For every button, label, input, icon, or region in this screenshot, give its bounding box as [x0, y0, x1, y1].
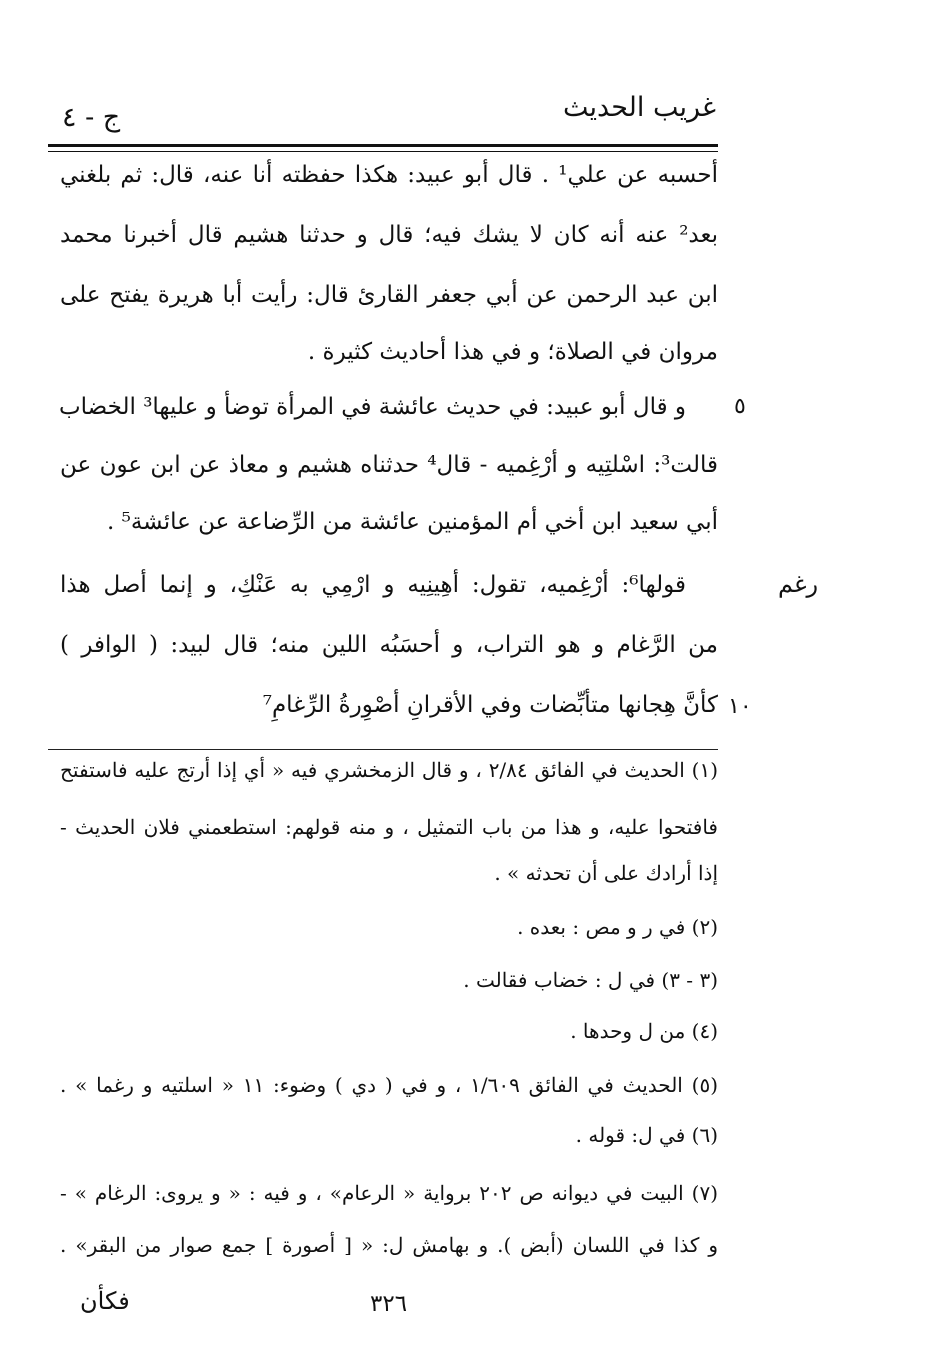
catchword: فكأن: [80, 1287, 130, 1315]
body-line: ابن عبد الرحمن عن أبي جعفر القارئ قال: رأيت أبا هريرة يفتح على: [60, 282, 718, 308]
body-line: أبي سعيد ابن أخي أم المؤمنين عائشة من الرِّضاعة عن عائشة⁵ .: [106, 509, 718, 535]
footnote-line: (٤) من ل وحدها .: [570, 1019, 718, 1043]
page-number: ٣٢٦: [370, 1291, 408, 1317]
footnote-line: (٧) البيت في ديوانه ص ٢٠٢ برواية « الرعام» ، و فيه : « و يروى: الرغام » -: [60, 1181, 718, 1205]
footnote-line: (٥) الحديث في الفائق ١/٦٠٩ ، و في ( دي ) وضوء: ١١ « اسلتيه و رغما » .: [60, 1073, 718, 1097]
footnote-line: إذا أرادك على أن تحدثه » .: [494, 861, 718, 885]
line-number-5: ٥: [734, 394, 746, 419]
header-rule-thin: [48, 151, 718, 152]
footnote-divider: [48, 749, 718, 750]
footnote-line: (٣ - ٣) في ل : خضاب فقالت .: [463, 968, 718, 992]
body-line: و قال أبو عبيد: في حديث عائشة في المرأة توضأ و عليها³ الخضاب: [59, 394, 686, 420]
footnote-line: (٦) في ل: قوله .: [575, 1123, 718, 1147]
footnote-line: فافتحوا عليه، و هذا من باب التمثيل ، و منه قولهم: استطعمني فلان الحديث -: [60, 815, 718, 839]
body-line: أحسبه عن علي¹ . قال أبو عبيد: هكذا حفظته أنا عنه، قال: ثم بلغني: [60, 162, 718, 188]
header-rule-thick: [48, 144, 718, 147]
body-line: بعد² عنه أنه كان لا يشك فيه؛ قال و حدثنا هشيم قال أخبرنا محمد: [60, 222, 718, 248]
running-title: غريب الحديث: [563, 92, 716, 123]
line-number-10: ١٠: [728, 694, 752, 719]
volume-label: ج - ٤: [62, 102, 121, 133]
margin-keyword: رغم: [778, 570, 819, 598]
footnote-line: (١) الحديث في الفائق ٢/٨٤ ، و قال الزمخشري فيه « أي إذا أرتج عليه فاستفتح: [60, 758, 718, 782]
body-line: من الرَّغام و هو التراب، و أحسَبُه اللين منه؛ قال لبيد: ( الوافر ): [60, 632, 718, 658]
body-line: قولها⁶: أرْغِميه، تقول: أهِينِيه و ارْمِي به عَنْكِ، و إنما أصل هذا: [60, 572, 686, 598]
body-line: مروان في الصلاة؛ و في هذا أحاديث كثيرة .: [307, 339, 718, 365]
verse-line: كأنَّ هِجانها متأبِّضات وفي الأقرانِ أصْوِرةُ الرِّغامِ⁷: [262, 692, 718, 718]
footnote-line: و كذا في اللسان (أبض ). و بهامش ل: « [ أصورة ] جمع صوار من البقر» .: [60, 1233, 718, 1257]
body-line: قالت³: اسْلتِيه و أرْغِميه - قال⁴ حدثناه هشيم و معاذ عن ابن عون عن: [60, 452, 718, 478]
footnote-line: (٢) في ر و مص : بعده .: [517, 915, 718, 939]
